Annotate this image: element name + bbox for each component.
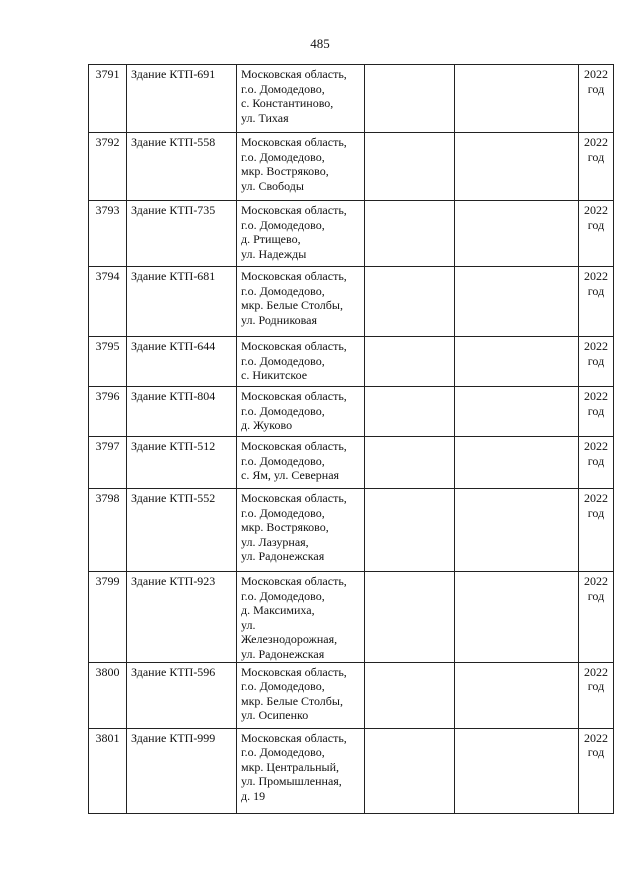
year-cell	[579, 387, 614, 437]
address-line: Московская область,	[241, 730, 347, 745]
address-line: Московская область,	[241, 664, 347, 679]
row-number-cell: 3793	[89, 201, 127, 267]
row-number-cell: 3800	[89, 662, 127, 728]
year-value: 2022	[584, 135, 608, 149]
address-line: г.о. Домодедово,	[241, 745, 325, 760]
year-unit: год	[587, 588, 605, 603]
table-row	[89, 387, 614, 437]
year-value: 2022	[584, 574, 608, 588]
address-cell	[237, 337, 365, 387]
address-line: г.о. Домодедово,	[241, 81, 325, 96]
address-cell	[237, 662, 365, 728]
year-unit: год	[587, 505, 605, 520]
empty-cell	[365, 572, 455, 663]
address-line: г.о. Домодедово,	[241, 453, 325, 468]
address-line: Московская область,	[241, 269, 347, 283]
object-name-cell: Здание КТП-681	[127, 267, 237, 337]
address-line: ул. Лазурная,	[241, 534, 309, 549]
year-cell	[579, 337, 614, 387]
address-line: г.о. Домодедово,	[241, 505, 325, 520]
row-number-cell: 3799	[89, 572, 127, 663]
empty-cell	[365, 267, 455, 337]
object-name-cell: Здание КТП-735	[127, 201, 237, 267]
year-cell	[579, 65, 614, 133]
row-number-cell: 3798	[89, 489, 127, 572]
address-line: с. Ям, ул. Северная	[241, 468, 340, 483]
address-line: Московская область,	[241, 389, 347, 403]
year-cell	[579, 201, 614, 267]
address-cell	[237, 728, 365, 813]
address-cell	[237, 437, 365, 489]
address-line: мкр. Белые Столбы,	[241, 298, 343, 313]
empty-cell	[455, 267, 579, 337]
address-line: ул. Промышленная,	[241, 774, 342, 789]
empty-cell	[455, 662, 579, 728]
address-cell	[237, 572, 365, 663]
registry-body	[89, 65, 614, 814]
address-line: ул. Тихая	[241, 110, 289, 125]
object-name-cell: Здание КТП-923	[127, 572, 237, 663]
address-cell	[237, 65, 365, 133]
year-value: 2022	[584, 203, 608, 217]
object-name-cell: Здание КТП-558	[127, 133, 237, 201]
year-cell	[579, 662, 614, 728]
year-cell	[579, 728, 614, 813]
row-number-cell: 3797	[89, 437, 127, 489]
year-unit: год	[587, 353, 605, 368]
address-line: Московская область,	[241, 574, 347, 588]
year-cell	[579, 437, 614, 489]
address-line: мкр. Белые Столбы,	[241, 693, 343, 708]
address-line: Московская область,	[241, 339, 347, 353]
object-name-cell: Здание КТП-804	[127, 387, 237, 437]
year-cell	[579, 267, 614, 337]
address-line: с. Константиново,	[241, 96, 334, 111]
empty-cell	[365, 337, 455, 387]
address-line: ул. Свободы	[241, 178, 304, 193]
year-unit: год	[587, 679, 605, 694]
row-number-cell: 3801	[89, 728, 127, 813]
year-value: 2022	[584, 67, 608, 81]
address-line: г.о. Домодедово,	[241, 403, 325, 418]
address-line: ул. Радонежская	[241, 646, 325, 661]
empty-cell	[365, 437, 455, 489]
table-row	[89, 489, 614, 572]
address-line: Московская область,	[241, 439, 347, 453]
empty-cell	[455, 437, 579, 489]
address-line: г.о. Домодедово,	[241, 283, 325, 298]
object-name-cell: Здание КТП-512	[127, 437, 237, 489]
year-unit: год	[587, 217, 605, 232]
empty-cell	[365, 489, 455, 572]
address-line: с. Никитское	[241, 368, 308, 383]
table-row	[89, 201, 614, 267]
year-cell	[579, 489, 614, 572]
empty-cell	[455, 387, 579, 437]
object-name-cell: Здание КТП-999	[127, 728, 237, 813]
address-line: ул.	[241, 617, 256, 632]
address-line: Московская область,	[241, 135, 347, 149]
address-line: Московская область,	[241, 203, 347, 217]
year-unit: год	[587, 403, 605, 418]
address-line: мкр. Востряково,	[241, 164, 329, 179]
address-line: Московская область,	[241, 491, 347, 505]
row-number-cell: 3794	[89, 267, 127, 337]
address-cell	[237, 201, 365, 267]
year-value: 2022	[584, 389, 608, 403]
year-unit: год	[587, 283, 605, 298]
table-row	[89, 437, 614, 489]
object-name-cell: Здание КТП-644	[127, 337, 237, 387]
row-number-cell: 3791	[89, 65, 127, 133]
year-unit: год	[587, 149, 605, 164]
empty-cell	[365, 728, 455, 813]
year-unit: год	[587, 81, 605, 96]
row-number-cell: 3796	[89, 387, 127, 437]
address-line: г.о. Домодедово,	[241, 217, 325, 232]
page-number: 485	[310, 36, 330, 51]
address-line: д. 19	[241, 788, 266, 803]
row-number-cell: 3792	[89, 133, 127, 201]
address-cell	[237, 267, 365, 337]
address-line: д. Максимиха,	[241, 603, 315, 618]
table-row	[89, 65, 614, 133]
empty-cell	[365, 387, 455, 437]
empty-cell	[455, 728, 579, 813]
address-line: д. Ртищево,	[241, 232, 301, 247]
empty-cell	[455, 65, 579, 133]
year-value: 2022	[584, 269, 608, 283]
object-name-cell: Здание КТП-552	[127, 489, 237, 572]
empty-cell	[455, 489, 579, 572]
year-value: 2022	[584, 439, 608, 453]
year-value: 2022	[584, 730, 608, 745]
empty-cell	[365, 201, 455, 267]
empty-cell	[455, 201, 579, 267]
address-line: Московская область,	[241, 67, 347, 81]
table-row	[89, 572, 614, 663]
empty-cell	[455, 572, 579, 663]
empty-cell	[455, 133, 579, 201]
year-value: 2022	[584, 339, 608, 353]
address-line: ул. Надежды	[241, 246, 307, 261]
row-number-cell: 3795	[89, 337, 127, 387]
address-line: мкр. Востряково,	[241, 520, 329, 535]
table-row	[89, 728, 614, 813]
address-line: ул. Радонежская	[241, 549, 325, 564]
empty-cell	[365, 662, 455, 728]
object-name-cell: Здание КТП-596	[127, 662, 237, 728]
year-value: 2022	[584, 664, 608, 679]
year-unit: год	[587, 745, 605, 760]
address-line: г.о. Домодедово,	[241, 679, 325, 694]
address-line: г.о. Домодедово,	[241, 353, 325, 368]
address-line: г.о. Домодедово,	[241, 149, 325, 164]
address-line: г.о. Домодедово,	[241, 588, 325, 603]
table-row	[89, 337, 614, 387]
table-row	[89, 267, 614, 337]
object-name-cell: Здание КТП-691	[127, 65, 237, 133]
table-row	[89, 133, 614, 201]
year-unit: год	[587, 453, 605, 468]
year-cell	[579, 572, 614, 663]
address-line: ул. Осипенко	[241, 708, 309, 723]
address-line: Железнодорожная,	[241, 632, 338, 647]
year-cell	[579, 133, 614, 201]
address-cell	[237, 489, 365, 572]
empty-cell	[455, 337, 579, 387]
registry-table	[88, 64, 614, 814]
address-line: ул. Родниковая	[241, 312, 318, 327]
empty-cell	[365, 133, 455, 201]
table-row	[89, 662, 614, 728]
address-line: мкр. Центральный,	[241, 759, 340, 774]
empty-cell	[365, 65, 455, 133]
address-cell	[237, 133, 365, 201]
year-value: 2022	[584, 491, 608, 505]
address-line: д. Жуково	[241, 418, 293, 433]
address-cell	[237, 387, 365, 437]
